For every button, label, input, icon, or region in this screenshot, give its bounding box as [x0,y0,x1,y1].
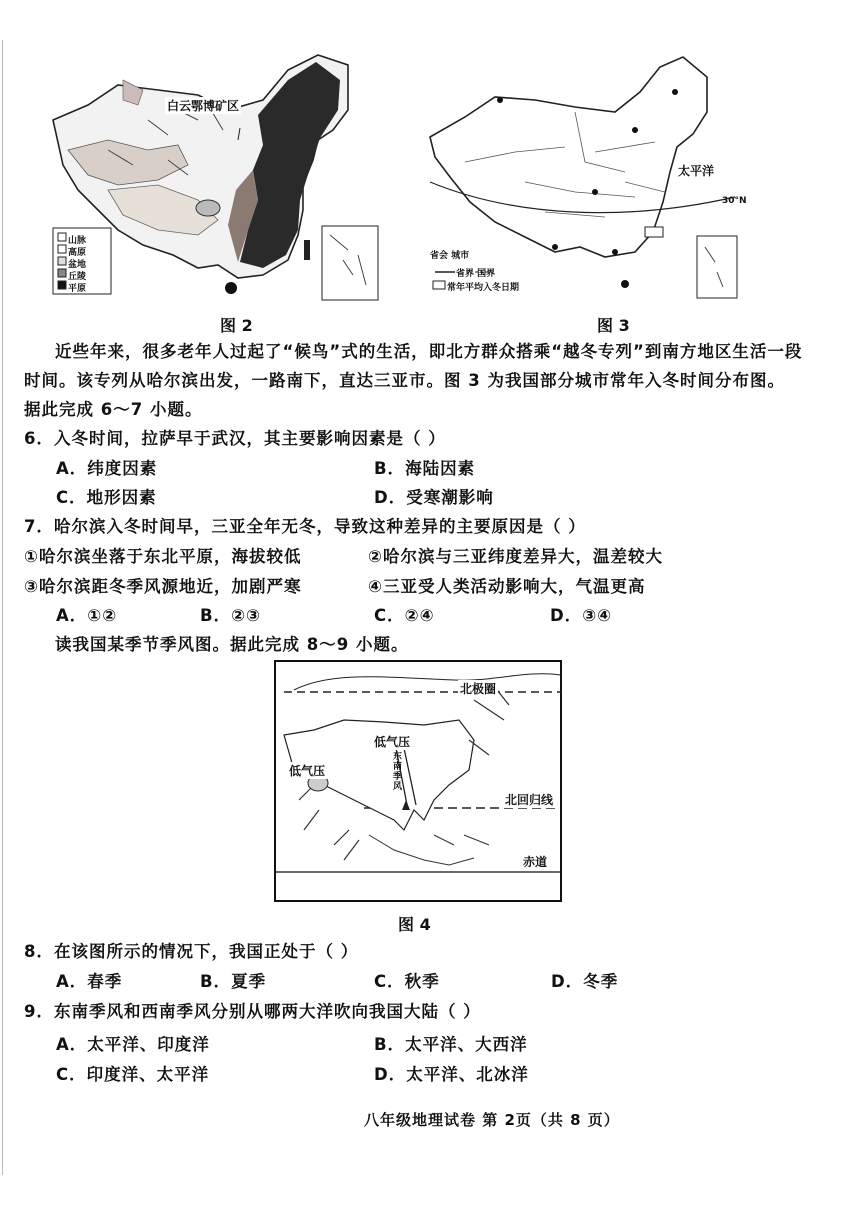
legend-borders: 省界 国界 [456,269,496,279]
question-7-statement-4: ④三亚受人类活动影响大，气温更高 [368,577,646,596]
question-8-option-b[interactable]: B．夏季 [200,972,267,991]
question-7-stem: 7．哈尔滨入冬时间早，三亚全年无冬，导致这种差异的主要原因是（ ） [24,517,586,536]
legend-basin: 盆地 [68,260,87,270]
question-7-option-d[interactable]: D．③④ [550,606,613,625]
page-edge-line [2,40,3,1175]
question-7-statement-2: ②哈尔滨与三亚纬度差异大，温差较大 [368,547,663,566]
low-pressure-label-1: 低气压 [374,735,411,749]
wind-label: 东南季风 [393,752,403,792]
low-pressure-label-2: 低气压 [289,764,326,778]
question-7-option-c[interactable]: C．②④ [374,606,435,625]
question-6-option-b[interactable]: B．海陆因素 [374,459,476,478]
page-footer: 八年级地理试卷 第 2页（共 8 页） [364,1111,620,1129]
question-6-stem: 6．入冬时间，拉萨早于武汉，其主要影响因素是（ ） [24,429,446,448]
question-7-statement-3: ③哈尔滨距冬季风源地近，加剧严寒 [24,577,302,596]
tropic-label: 北回归线 [505,793,554,807]
figure-4-caption: 图 4 [398,915,431,934]
equator-label: 赤道 [523,855,548,869]
question-9-stem: 9．东南季风和西南季风分别从哪两大洋吹向我国大陆（ ） [24,1002,481,1021]
legend-plateau: 高原 [68,248,87,258]
legend-cities: 省会 城市 [430,251,470,261]
question-9-option-a[interactable]: A．太平洋、印度洋 [56,1035,210,1054]
question-8-option-a[interactable]: A．春季 [56,972,123,991]
question-9-option-b[interactable]: B．太平洋、大西洋 [374,1035,528,1054]
passage-1-line-1: 近些年来，很多老年人过起了“候鸟”式的生活，即北方群众搭乘“越冬专列”到南方地区生活一段 [55,342,803,361]
question-7-statement-1: ①哈尔滨坐落于东北平原，海拔较低 [24,547,302,566]
question-7-option-a[interactable]: A．①② [56,606,118,625]
legend-hill: 丘陵 [68,272,87,282]
figure-2-terrain-map [48,50,390,306]
latitude-label: 30°N [722,196,747,206]
question-6-option-c[interactable]: C．地形因素 [56,488,157,507]
question-6-option-d[interactable]: D．受寒潮影响 [374,488,494,507]
figure-4-monsoon-map [274,660,562,902]
question-8-option-d[interactable]: D．冬季 [551,972,619,991]
question-8-stem: 8．在该图所示的情况下，我国正处于（ ） [24,942,359,961]
question-8-option-c[interactable]: C．秋季 [374,972,440,991]
passage-2: 读我国某季节季风图。据此完成 8～9 小题。 [55,635,409,654]
legend-winter-date: 常年平均入冬日期 [447,283,520,293]
question-6-option-a[interactable]: A．纬度因素 [56,459,158,478]
figure-3-caption: 图 3 [597,316,630,335]
passage-1-line-3: 据此完成 6～7 小题。 [24,400,203,419]
pacific-label: 太平洋 [678,164,715,178]
passage-1-line-2: 时间。该专列从哈尔滨出发，一路南下，直达三亚市。图 3 为我国部分城市常年入冬时间分布图。 [24,371,785,390]
question-9-option-c[interactable]: C．印度洋、太平洋 [56,1065,210,1084]
question-7-option-b[interactable]: B．②③ [200,606,262,625]
legend-plain: 平原 [68,284,87,294]
mining-area-label: 白云鄂博矿区 [167,99,240,113]
question-9-option-d[interactable]: D．太平洋、北冰洋 [374,1065,529,1084]
legend-mountain: 山脉 [68,236,87,246]
arctic-circle-label: 北极圈 [460,682,497,696]
figure-2-caption: 图 2 [220,316,253,335]
